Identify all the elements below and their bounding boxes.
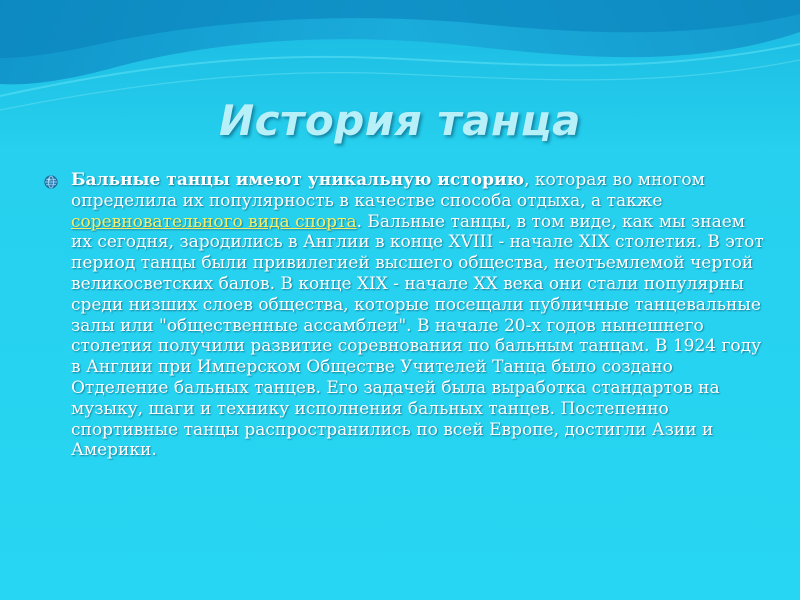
bold-lead: Бальные танцы имеют уникальную историю (71, 170, 525, 190)
globe-bullet-icon (44, 175, 58, 189)
bullet-item (44, 170, 764, 461)
text-after-link: . Бальные танцы, в том виде, как мы знаем их сегодня, зародились в Англии в конце XVIII - начале XIX столетия. В этот период танцы были привилегией высшего общества, неотъемлемой чертой великосветских балов. В конце XIX - начале XX века они стали популярны среди низших слоев общества, которые посещали публичные танцевальные залы или "общественные ассамблеи". В начале 20-х годов нынешнего столетия получили развитие соревнования по бальным танцам. В 1924 году в Англии при Имперском Обществе Учителей Танца было создано Отделение бальных танцев. Его задачей была выработка стандартов на музыку, шаги и технику исполнения бальных танцев. Постепенно спортивные танцы распространились по всей Европе, достигли Азии и Америки. (71, 211, 764, 461)
text-before-link: , которая во многом определила их популярность в качестве способа отдыха, а также (71, 170, 705, 211)
body-paragraph (71, 170, 764, 461)
sport-link[interactable]: соревновательного вида спорта (71, 211, 357, 232)
slide-title: История танца (218, 96, 581, 145)
slide-content (44, 170, 764, 461)
